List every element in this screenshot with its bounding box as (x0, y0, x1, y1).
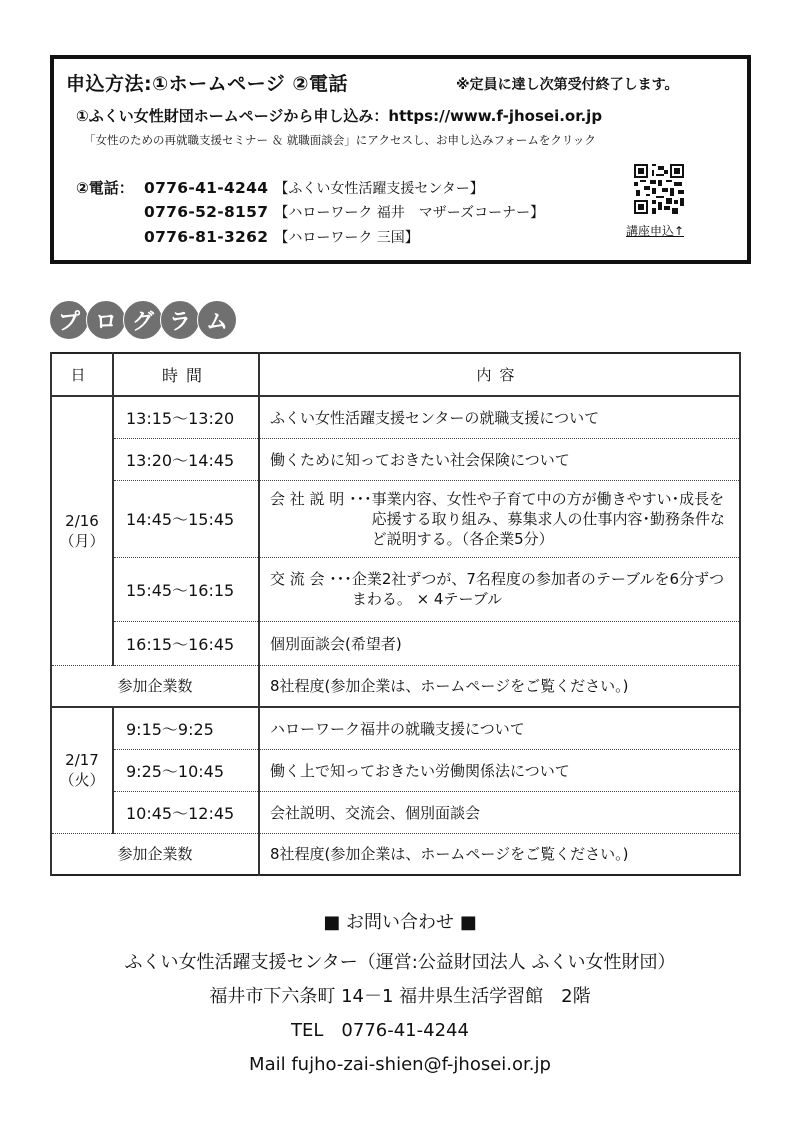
time-cell: 13:15～13:20 (113, 396, 259, 438)
content-cell: 個別面談会(希望者) (259, 621, 740, 665)
phone-org: 【ハローワーク 福井 マザーズコーナー】 (274, 205, 545, 221)
company-count-label: 参加企業数 (51, 665, 259, 707)
day-cell (51, 396, 113, 665)
program-heading-char: プ (49, 300, 89, 340)
table-row (51, 480, 740, 557)
phone-list (76, 177, 544, 252)
course-application-qr-link[interactable]: 講座申込↑ (626, 224, 685, 238)
contact-organization: ふくい女性活躍支援センター（運営:公益財団法人 ふくい女性財団） (124, 952, 676, 973)
phone-row (76, 202, 544, 227)
table-row (51, 396, 740, 438)
application-box (50, 55, 751, 264)
content-cell (259, 557, 740, 621)
program-heading-char: グ (123, 300, 163, 340)
time-cell: 9:15～9:25 (113, 707, 259, 749)
phone-org: 【ふくい女性活躍支援センター】 (274, 181, 484, 197)
program-schedule-table (50, 352, 741, 876)
day-date: 2/16 (65, 511, 99, 530)
day-weekday: （火） (59, 771, 105, 790)
time-cell: 9:25～10:45 (113, 749, 259, 791)
company-count-value: 8社程度(参加企業は、ホームページをご覧ください。) (259, 665, 740, 707)
phone-number[interactable]: 0776-52-8157 (144, 203, 269, 221)
table-header-row (51, 353, 740, 396)
table-row (51, 707, 740, 749)
time-cell: 10:45～12:45 (113, 791, 259, 833)
content-heading: 交 流 会 ･･･ (270, 570, 352, 588)
phone-number[interactable]: 0776-41-4244 (144, 179, 269, 197)
phone-label: ②電話： (76, 179, 134, 197)
contact-email[interactable]: Mail fujho-zai-shien@f-jhosei.or.jp (249, 1054, 551, 1075)
program-heading-char: ム (197, 300, 237, 340)
time-cell: 15:45～16:15 (113, 557, 259, 621)
phone-number[interactable]: 0776-81-3262 (144, 228, 269, 246)
time-cell: 16:15～16:45 (113, 621, 259, 665)
content-description: 事業内容、女性や子育て中の方が働きやすい･成長を応援する取り組み、募集求人の仕事内容･勤務条件など説明する。（各企業5分） (371, 489, 725, 548)
table-row (51, 621, 740, 665)
header-time: 時間 (113, 353, 259, 396)
content-cell: ふくい女性活躍支援センターの就職支援について (259, 396, 740, 438)
application-title: 申込方法:①ホームページ ②電話 (66, 73, 349, 95)
day-cell (51, 707, 113, 833)
program-heading-char: ラ (160, 300, 200, 340)
content-cell (259, 480, 740, 557)
phone-org: 【ハローワーク 三国】 (274, 230, 419, 246)
company-count-value: 8社程度(参加企業は、ホームページをご覧ください。) (259, 833, 740, 875)
contact-address: 福井市下六条町 14－1 福井県生活学習館 2階 (209, 986, 591, 1007)
contact-phone[interactable]: TEL 0776-41-4244 (291, 1020, 469, 1041)
company-count-row (51, 833, 740, 875)
table-row (51, 438, 740, 480)
company-count-row (51, 665, 740, 707)
time-cell: 13:20～14:45 (113, 438, 259, 480)
content-cell: ハローワーク福井の就職支援について (259, 707, 740, 749)
capacity-note: ※定員に達し次第受付終了します。 (456, 77, 679, 93)
content-cell: 働くために知っておきたい社会保険について (259, 438, 740, 480)
day-date: 2/17 (65, 751, 99, 770)
contact-section (0, 908, 800, 1082)
header-day: 日 (51, 353, 113, 396)
content-cell: 働く上で知っておきたい労働関係法について (259, 749, 740, 791)
phone-row (76, 227, 544, 252)
phone-row (76, 177, 544, 202)
program-heading (49, 300, 234, 340)
content-description: 企業2社ずつが、7名程度の参加者のテーブルを6分ずつ まわる。 × 4テーブル (351, 570, 725, 608)
web-application-instructions: 「女性のための再就職支援セミナー ＆ 就職面談会」にアクセスし、お申し込みフォームをクリック (84, 133, 596, 147)
web-application-link[interactable]: ①ふくい女性財団ホームページから申し込み：https://www.f-jhosei.or.jp (76, 107, 603, 125)
content-cell: 会社説明、交流会、個別面談会 (259, 791, 740, 833)
contact-title: ■ お問い合わせ ■ (323, 912, 477, 933)
company-count-label: 参加企業数 (51, 833, 259, 875)
content-heading: 会 社 説 明 ･･･ (270, 489, 372, 508)
table-row (51, 791, 740, 833)
table-row (51, 749, 740, 791)
table-row (51, 557, 740, 621)
header-content: 内容 (259, 353, 740, 396)
day-weekday: （月） (59, 531, 105, 550)
program-heading-char: ロ (86, 300, 126, 340)
qr-code-icon[interactable] (634, 164, 684, 214)
time-cell: 14:45～15:45 (113, 480, 259, 557)
